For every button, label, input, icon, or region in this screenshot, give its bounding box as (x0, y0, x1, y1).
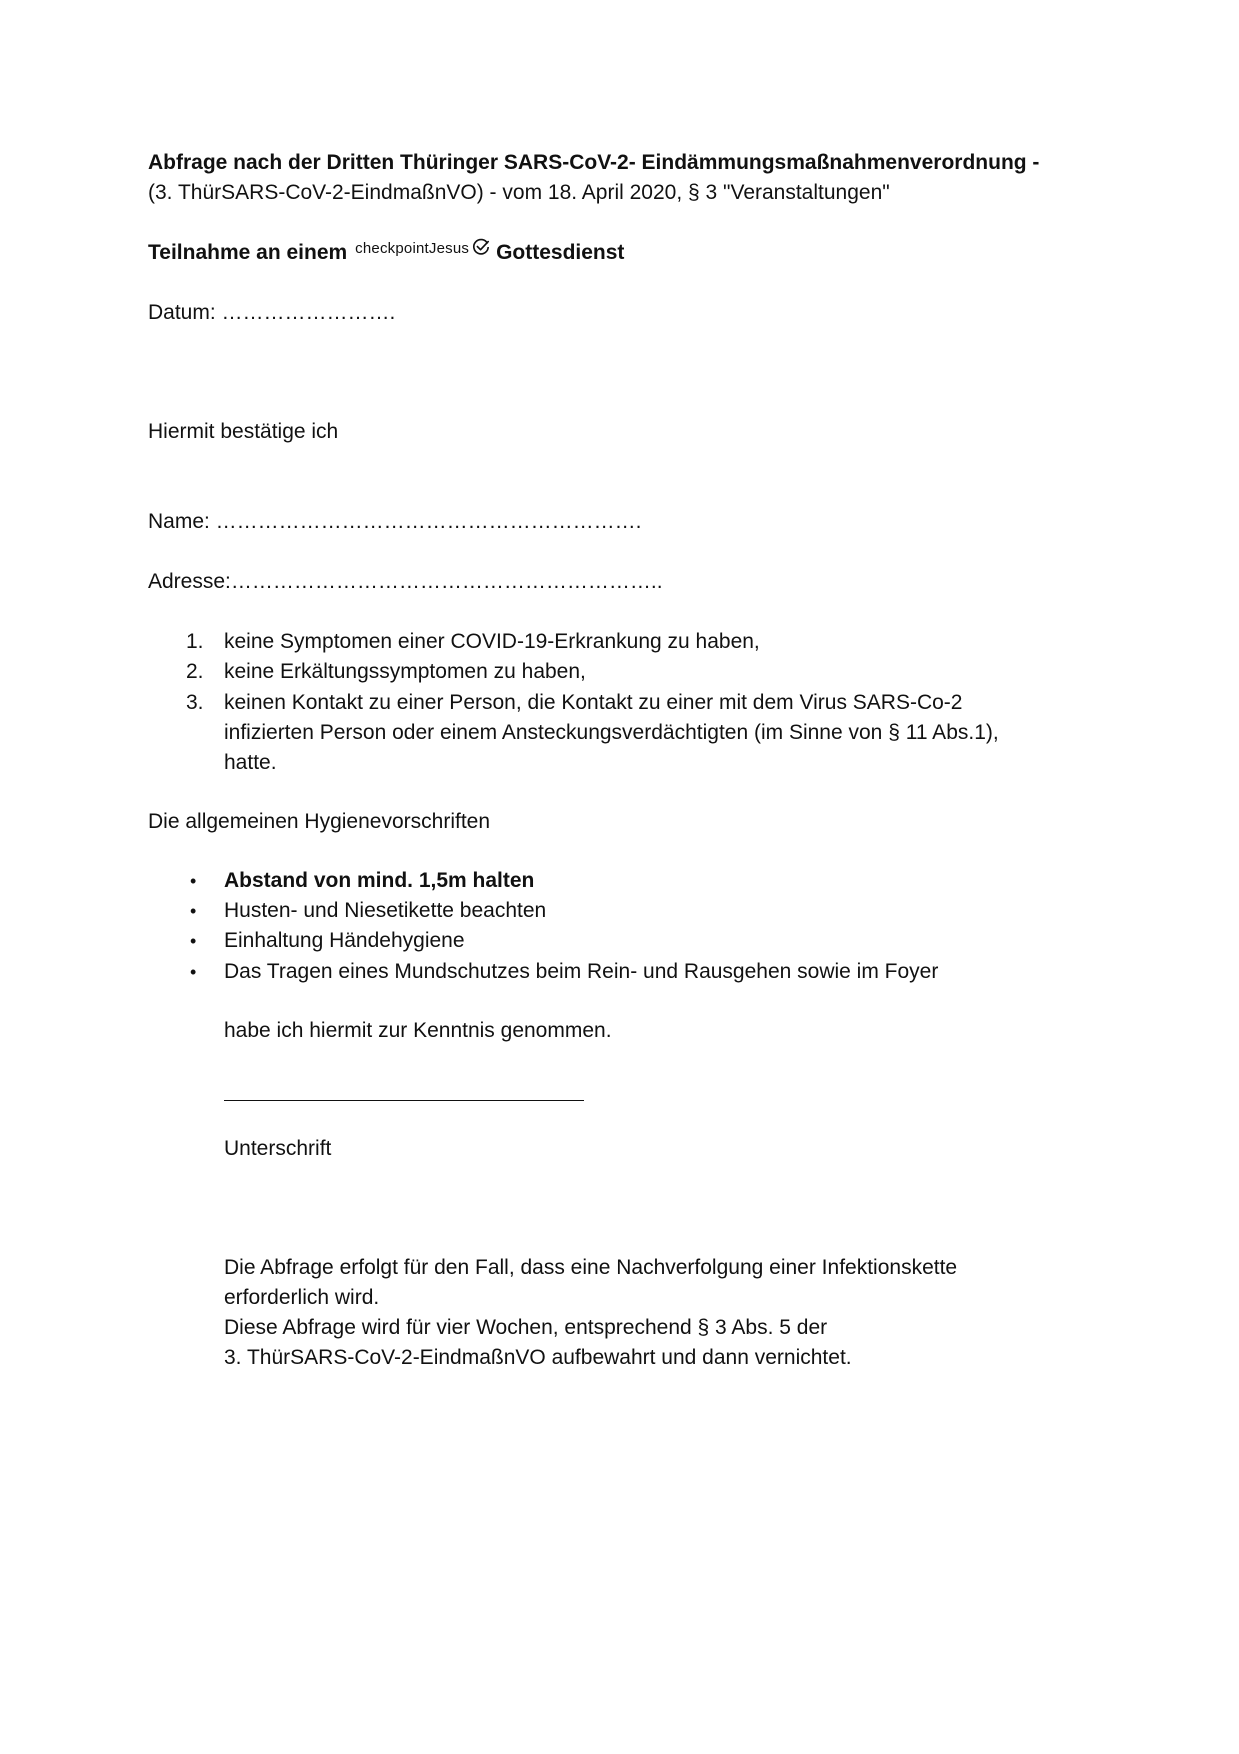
logo-text: checkpointJesus (355, 240, 470, 257)
signature-label: Unterschrift (224, 1137, 332, 1160)
acknowledge-text: habe ich hiermit zur Kenntnis genommen. (224, 1019, 612, 1042)
date-field: Datum: ……………………. (148, 301, 396, 324)
list-number: 3. (186, 691, 204, 714)
bullet-icon: • (190, 871, 197, 891)
address-field: Adresse:…………………………………………………….. (148, 570, 663, 593)
check-circle-icon (472, 238, 490, 256)
list-number: 1. (186, 630, 204, 653)
list-number: 2. (186, 660, 204, 683)
footer-line: 3. ThürSARS-CoV-2-EindmaßnVO aufbewahrt und dann vernichtet. (224, 1346, 852, 1369)
bullet-icon: • (190, 962, 197, 982)
bullet-icon: • (190, 901, 197, 921)
list-item-continuation: infizierten Person oder einem Ansteckungsverdächtigten (im Sinne von § 11 Abs.1), (224, 721, 999, 744)
checkpoint-jesus-logo (355, 232, 490, 264)
list-item: Abstand von mind. 1,5m halten (224, 869, 535, 892)
confirm-intro: Hiermit bestätige ich (148, 420, 339, 443)
participation-line (148, 238, 624, 270)
bullet-icon: • (190, 931, 197, 951)
participation-suffix: Gottesdienst (496, 241, 625, 264)
list-item: keinen Kontakt zu einer Person, die Kontakt zu einer mit dem Virus SARS-Co-2 (224, 691, 963, 714)
list-item: Husten- und Niesetikette beachten (224, 899, 547, 922)
list-item: keine Symptomen einer COVID-19-Erkrankung zu haben, (224, 630, 760, 653)
list-item: Einhaltung Händehygiene (224, 929, 465, 952)
document-subtitle: (3. ThürSARS-CoV-2-EindmaßnVO) - vom 18. April 2020, § 3 "Veranstaltungen" (148, 181, 890, 204)
hygiene-intro: Die allgemeinen Hygienevorschriften (148, 810, 491, 833)
footer-line: Diese Abfrage wird für vier Wochen, entsprechend § 3 Abs. 5 der (224, 1316, 828, 1339)
list-item: Das Tragen eines Mundschutzes beim Rein- und Rausgehen sowie im Foyer (224, 960, 939, 983)
signature-line (224, 1100, 584, 1101)
participation-prefix: Teilnahme an einem (148, 241, 348, 264)
list-item: keine Erkältungssymptomen zu haben, (224, 660, 586, 683)
list-item-continuation: hatte. (224, 751, 277, 774)
footer-line: erforderlich wird. (224, 1286, 380, 1309)
footer-line: Die Abfrage erfolgt für den Fall, dass eine Nachverfolgung einer Infektionskette (224, 1256, 958, 1279)
name-field: Name: ……………………………………………………. (148, 510, 642, 533)
document-title: Abfrage nach der Dritten Thüringer SARS-CoV-2- Eindämmungsmaßnahmenverordnung - (148, 151, 1040, 174)
